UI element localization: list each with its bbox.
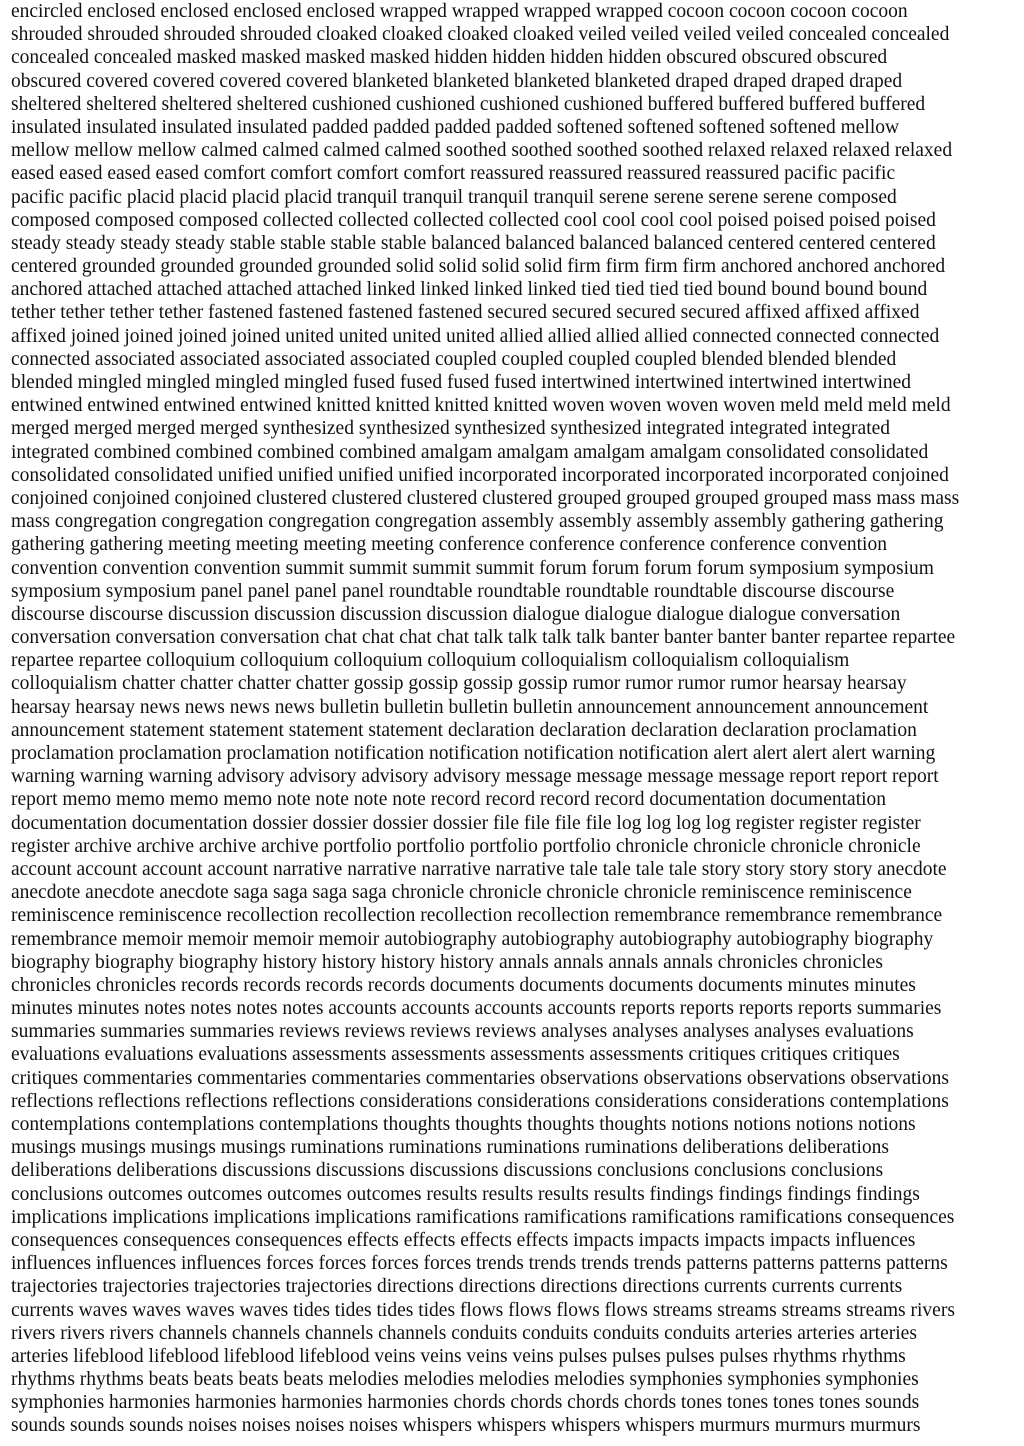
text-line: composed composed composed collected collected collected collected cool cool cool cool poised poised poised poised xyxy=(11,209,936,231)
text-line: consequences consequences consequences effects effects effects effects impacts impacts impacts impacts influences xyxy=(11,1229,916,1251)
text-line: arteries lifeblood lifeblood lifeblood lifeblood veins veins veins veins pulses pulses pulses pulses rhythms rhythms xyxy=(11,1345,906,1367)
text-line: deliberations deliberations discussions discussions discussions discussions conclusions conclusions conclusions xyxy=(11,1160,884,1182)
text-line: encircled enclosed enclosed enclosed enclosed wrapped wrapped wrapped wrapped cocoon cocoon cocoon cocoon xyxy=(11,1,908,22)
text-line: mellow mellow mellow calmed calmed calmed calmed soothed soothed soothed soothed relaxed relaxed relaxed relaxed xyxy=(11,140,953,162)
text-line: minutes minutes notes notes notes notes accounts accounts accounts accounts reports reports reports reports summaries xyxy=(11,998,942,1020)
text-line: entwined entwined entwined entwined knitted knitted knitted knitted woven woven woven woven meld meld meld meld xyxy=(11,395,951,417)
text-line: critiques commentaries commentaries commentaries commentaries observations observations observations observations xyxy=(11,1067,949,1089)
text-line: rivers rivers rivers channels channels channels channels conduits conduits conduits conduits arteries arteries arteries xyxy=(11,1322,917,1344)
text-line: implications implications implications implications ramifications ramifications ramifications ramifications consequences xyxy=(11,1206,955,1228)
text-line: affixed joined joined joined joined united united united united allied allied allied allied connected connected connected xyxy=(11,325,940,347)
text-line: gathering gathering meeting meeting meeting meeting conference conference conference conference convention xyxy=(11,534,887,556)
text-line: reflections reflections reflections reflections considerations considerations considerations considerations contemplations xyxy=(11,1090,949,1112)
text-line: repartee repartee colloquium colloquium colloquium colloquium colloquialism colloquialism colloquialism xyxy=(11,650,850,672)
text-line: obscured covered covered covered covered blanketed blanketed blanketed blanketed draped draped draped draped xyxy=(11,70,903,92)
text-line: trajectories trajectories trajectories trajectories directions directions directions directions currents currents currents xyxy=(11,1276,903,1298)
text-line: announcement statement statement statement statement declaration declaration declaration declaration proclamation xyxy=(11,719,917,741)
text-line: currents waves waves waves waves tides tides tides tides flows flows flows flows streams streams streams streams rivers xyxy=(11,1299,955,1321)
text-line: merged merged merged merged synthesized synthesized synthesized synthesized integrated integrated integrated xyxy=(11,418,891,440)
text-line: warning warning warning advisory advisory advisory advisory message message message message report report report xyxy=(11,766,939,788)
text-line: tether tether tether tether fastened fastened fastened fastened secured secured secured secured affixed affixed affixed xyxy=(11,302,920,324)
text-line: centered grounded grounded grounded grounded solid solid solid solid firm firm firm firm anchored anchored anchored xyxy=(11,256,946,278)
text-line: blended mingled mingled mingled mingled fused fused fused fused intertwined intertwined intertwined intertwined xyxy=(11,372,912,393)
text-line: rhythms rhythms beats beats beats beats melodies melodies melodies melodies symphonies symphonies symphonies xyxy=(11,1369,919,1391)
text-line: reminiscence reminiscence recollection recollection recollection recollection remembrance remembrance remembrance xyxy=(11,905,943,927)
text-line: musings musings musings musings ruminations ruminations ruminations ruminations deliberations deliberations xyxy=(11,1137,889,1159)
text-line: consolidated consolidated unified unified unified unified incorporated incorporated incorporated incorporated conjoined xyxy=(11,464,949,486)
text-line: eased eased eased eased comfort comfort comfort comfort reassured reassured reassured reassured pacific pacific xyxy=(11,163,896,185)
text-line: biography biography biography history history history history annals annals annals annals chronicles chronicles xyxy=(11,951,883,973)
text-line: report memo memo memo memo note note note note record record record record documentation documentation xyxy=(11,789,887,811)
text-line: register archive archive archive archive portfolio portfolio portfolio portfolio chronicle chronicle chronicle chronicle xyxy=(11,835,921,857)
text-line: conjoined conjoined conjoined clustered clustered clustered clustered grouped grouped grouped grouped mass mass mass xyxy=(11,487,960,509)
text-line: mass congregation congregation congregation congregation assembly assembly assembly assembly gathering gathering xyxy=(11,511,944,533)
text-line: symposium symposium panel panel panel panel roundtable roundtable roundtable roundtable discourse discourse xyxy=(11,580,895,602)
text-line: integrated combined combined combined combined amalgam amalgam amalgam amalgam consolidated consolidated xyxy=(11,441,929,463)
text-line: summaries summaries summaries reviews reviews reviews reviews analyses analyses analyses analyses evaluations xyxy=(11,1021,914,1043)
text-line: connected associated associated associated associated coupled coupled coupled coupled blended blended blended xyxy=(11,348,897,370)
text-line: discourse discourse discussion discussion discussion discussion dialogue dialogue dialogue dialogue conversation xyxy=(11,603,901,625)
text-line: conclusions outcomes outcomes outcomes outcomes results results results results findings findings findings findings xyxy=(11,1183,920,1205)
text-line: account account account account narrative narrative narrative narrative tale tale tale tale story story story story anecdote xyxy=(11,858,947,880)
text-line: documentation documentation dossier dossier dossier dossier file file file file log log log log register register register xyxy=(11,812,921,834)
text-line: pacific pacific placid placid placid placid tranquil tranquil tranquil tranquil serene serene serene serene composed xyxy=(11,186,897,208)
text-line: shrouded shrouded shrouded shrouded cloaked cloaked cloaked cloaked veiled veiled veiled veiled concealed concealed xyxy=(11,24,950,46)
text-line: chronicles chronicles records records records records documents documents documents documents minutes minutes xyxy=(11,974,916,996)
text-line: conversation conversation conversation chat chat chat chat talk talk talk talk banter banter banter banter repartee repartee xyxy=(11,627,956,649)
text-line: colloquialism chatter chatter chatter chatter gossip gossip gossip gossip rumor rumor rumor rumor hearsay hearsay xyxy=(11,673,907,695)
text-line: insulated insulated insulated insulated padded padded padded padded softened softened softened softened mellow xyxy=(11,116,900,138)
text-line: hearsay hearsay news news news news bulletin bulletin bulletin bulletin announcement announcement announcement xyxy=(11,696,929,718)
text-line: anecdote anecdote anecdote saga saga saga saga chronicle chronicle chronicle chronicle reminiscence reminiscence xyxy=(11,882,912,904)
text-line: sounds sounds sounds noises noises noises noises whispers whispers whispers whispers murmurs murmurs murmurs xyxy=(11,1415,921,1437)
text-line: symphonies harmonies harmonies harmonies harmonies chords chords chords chords tones tones tones tones sounds xyxy=(11,1392,920,1414)
text-line: contemplations contemplations contemplations thoughts thoughts thoughts thoughts notions notions notions notions xyxy=(11,1114,916,1135)
text-line: evaluations evaluations evaluations assessments assessments assessments assessments critiques critiques critiques xyxy=(11,1044,900,1066)
text-line: influences influences influences forces forces forces forces trends trends trends trends patterns patterns patterns patterns xyxy=(11,1253,948,1275)
text-line: steady steady steady steady stable stable stable stable balanced balanced balanced balanced centered centered centered xyxy=(11,232,936,254)
text-line: sheltered sheltered sheltered sheltered cushioned cushioned cushioned cushioned buffered buffered buffered buffered xyxy=(11,93,926,115)
text-line: convention convention convention summit summit summit summit forum forum forum forum symposium symposium xyxy=(11,557,934,579)
text-line: proclamation proclamation proclamation notification notification notification notification alert alert alert alert warning xyxy=(11,743,936,764)
text-line: remembrance memoir memoir memoir memoir autobiography autobiography autobiography autobiography biography xyxy=(11,928,934,950)
text-line: anchored attached attached attached attached linked linked linked linked tied tied tied tied bound bound bound bound xyxy=(11,279,928,301)
text-line: concealed concealed masked masked masked masked hidden hidden hidden hidden obscured obscured obscured xyxy=(11,47,888,69)
